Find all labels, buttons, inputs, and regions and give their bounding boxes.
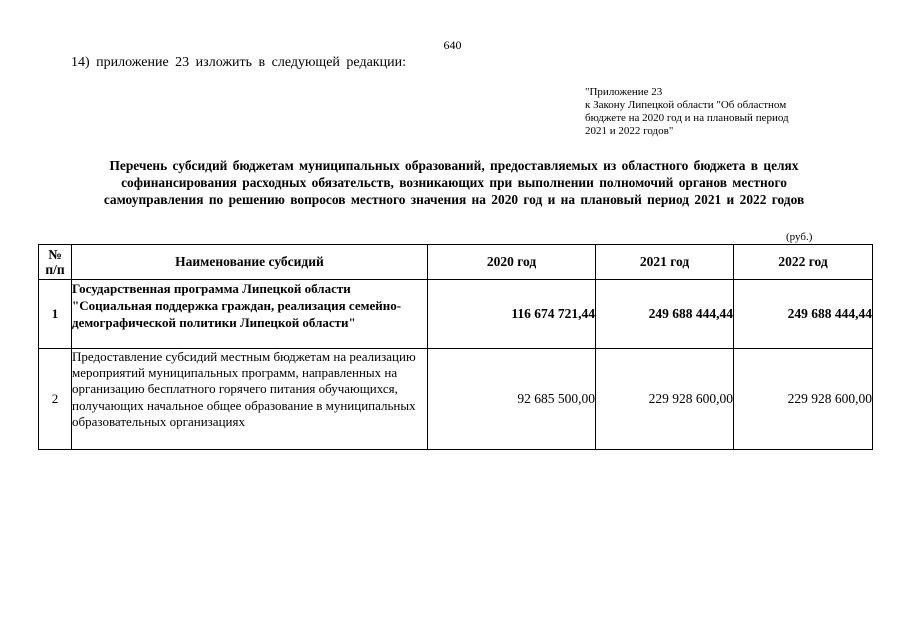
document-title-line: Перечень субсидий бюджетам муниципальных образований, предоставляемых из областного бюджета в целях [109, 158, 799, 173]
header-name: Наименование субсидий [72, 245, 428, 280]
appendix-note-line: к Закону Липецкой области "Об областном [585, 99, 787, 111]
row-amount-2022: 249 688 444,44 [734, 280, 873, 349]
row-amount-2020: 116 674 721,44 [428, 280, 596, 349]
subsidies-table [38, 244, 873, 450]
appendix-note [585, 86, 789, 138]
row-amount-2022: 229 928 600,00 [734, 349, 873, 450]
appendix-note-line: бюджете на 2020 год и на плановый период [585, 112, 789, 124]
document-title-line: софинансирования расходных обязательств, возникающих при выполнении полномочий органов местного [121, 175, 787, 190]
row-name: Государственная программа Липецкой области "Социальная поддержка граждан, реализация семейно-демографической политики Липецкой области" [72, 280, 428, 349]
row-name: Предоставление субсидий местным бюджетам на реализацию мероприятий муниципальных программ, направленных на организацию бесплатного горячего питания обучающихся, получающих начальное общее образование в муниципальных образовательных организациях [72, 349, 428, 450]
header-2022: 2022 год [734, 245, 873, 280]
header-2021: 2021 год [596, 245, 734, 280]
table-row [39, 280, 873, 349]
appendix-note-line: "Приложение 23 [585, 86, 663, 98]
page-number: 640 [443, 38, 462, 52]
header-number-line: п/п [45, 262, 65, 277]
table-row [39, 349, 873, 450]
header-number [39, 245, 72, 280]
row-number: 2 [39, 349, 72, 450]
document-title [28, 157, 880, 208]
header-2020: 2020 год [428, 245, 596, 280]
row-amount-2021: 249 688 444,44 [596, 280, 734, 349]
table-header-row [39, 245, 873, 280]
row-number: 1 [39, 280, 72, 349]
currency-unit: (руб.) [786, 231, 813, 243]
amendment-instruction: 14) приложение 23 изложить в следующей редакции: [71, 55, 406, 70]
header-number-line: № [48, 247, 62, 262]
row-amount-2021: 229 928 600,00 [596, 349, 734, 450]
row-amount-2020: 92 685 500,00 [428, 349, 596, 450]
appendix-note-line: 2021 и 2022 годов" [585, 125, 674, 137]
document-title-line: самоуправления по решению вопросов местного значения на 2020 год и на плановый период 2021 и 2022 годов [103, 192, 805, 207]
